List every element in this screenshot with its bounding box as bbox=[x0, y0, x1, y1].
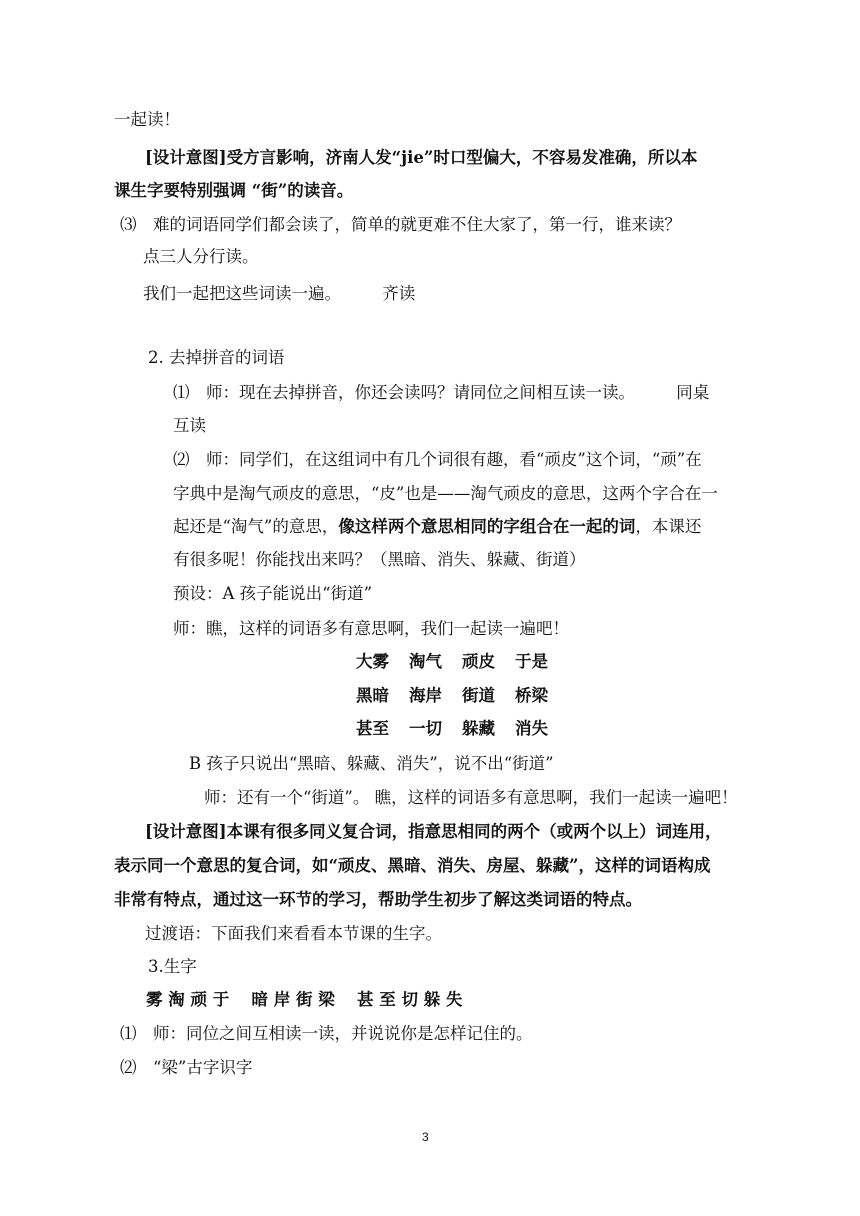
text-line: ⑵ “梁”古字识字 bbox=[120, 1058, 253, 1077]
section-heading: 2. 去掉拼音的词语 bbox=[148, 348, 285, 367]
word: 消失 bbox=[515, 719, 548, 738]
text-line: 有很多呢！你能找出来吗？（黑暗、消失、躲藏、街道） bbox=[173, 550, 586, 569]
text-segment: ，本课还 bbox=[635, 517, 702, 536]
text-line: ⑴ 师：同位之间互相读一读，并说说你是怎样记住的。 bbox=[120, 1024, 533, 1043]
word-row bbox=[356, 717, 568, 741]
text-line: 师：还有一个“街道”。 瞧，这样的词语多有意思啊，我们一起读一遍吧！ bbox=[204, 788, 738, 807]
section-heading: 3.生字 bbox=[148, 957, 197, 976]
word: 于是 bbox=[515, 652, 548, 671]
word: 淘气 bbox=[409, 652, 442, 671]
text-line: 预设：A 孩子能说出“街道” bbox=[173, 584, 373, 603]
word: 顽皮 bbox=[462, 652, 495, 671]
text-line: 我们一起把这些词读一遍。 齐读 bbox=[143, 284, 416, 303]
page-number: 3 bbox=[422, 1130, 429, 1144]
design-intent-line: 课生字要特别强调 “街”的读音。 bbox=[114, 181, 354, 200]
text-line: 师：瞧，这样的词语多有意思啊，我们一起读一遍吧！ bbox=[173, 619, 569, 638]
text-line: 过渡语：下面我们来看看本节课的生字。 bbox=[145, 924, 442, 943]
word: 躲藏 bbox=[462, 719, 495, 738]
text-line: 一起读！ bbox=[114, 110, 180, 129]
design-intent-line: 表示同一个意思的复合词，如“顽皮、黑暗、消失、房屋、躲藏”，这样的词语构成 bbox=[114, 856, 711, 875]
design-intent-line: [设计意图]本课有很多同义复合词，指意思相同的两个（或两个以上）词连用， bbox=[145, 822, 722, 841]
text-line: ⑶ 难的词语同学们都会读了，简单的就更难不住大家了，第一行，谁来读？ bbox=[120, 215, 681, 234]
text-segment: 起还是“淘气”的意思， bbox=[173, 517, 339, 536]
text-line: B 孩子只说出“黑暗、躲藏、消失”，说不出“街道” bbox=[189, 754, 554, 773]
text-line bbox=[173, 515, 701, 539]
design-intent-line: [设计意图]受方言影响，济南人发“jie”时口型偏大，不容易发准确，所以本 bbox=[145, 148, 698, 167]
emphasis-segment: 像这样两个意思相同的字组合在一起的词 bbox=[338, 517, 636, 536]
word: 一切 bbox=[409, 719, 442, 738]
text-line: ⑴ 师：现在去掉拼音，你还会读吗？请同位之间相互读一读。 同桌 bbox=[173, 383, 710, 402]
word-row bbox=[356, 684, 568, 708]
word: 甚至 bbox=[356, 719, 389, 738]
word: 街道 bbox=[462, 686, 495, 705]
text-line: 互读 bbox=[173, 416, 206, 435]
word-row bbox=[356, 650, 568, 674]
design-intent-line: 非常有特点，通过这一环节的学习，帮助学生初步了解这类词语的特点。 bbox=[114, 890, 642, 909]
characters-line: 雾 淘 顽 于 暗 岸 街 梁 甚 至 切 躲 失 bbox=[146, 990, 463, 1009]
text-line: 字典中是淘气顽皮的意思，“皮”也是——淘气顽皮的意思，这两个字合在一 bbox=[173, 484, 718, 503]
word: 大雾 bbox=[356, 652, 389, 671]
word: 黑暗 bbox=[356, 686, 389, 705]
word: 海岸 bbox=[409, 686, 442, 705]
text-line: 点三人分行读。 bbox=[143, 247, 259, 266]
word: 桥梁 bbox=[515, 686, 548, 705]
text-line: ⑵ 师：同学们，在这组词中有几个词很有趣，看“顽皮”这个词，“顽”在 bbox=[173, 450, 702, 469]
